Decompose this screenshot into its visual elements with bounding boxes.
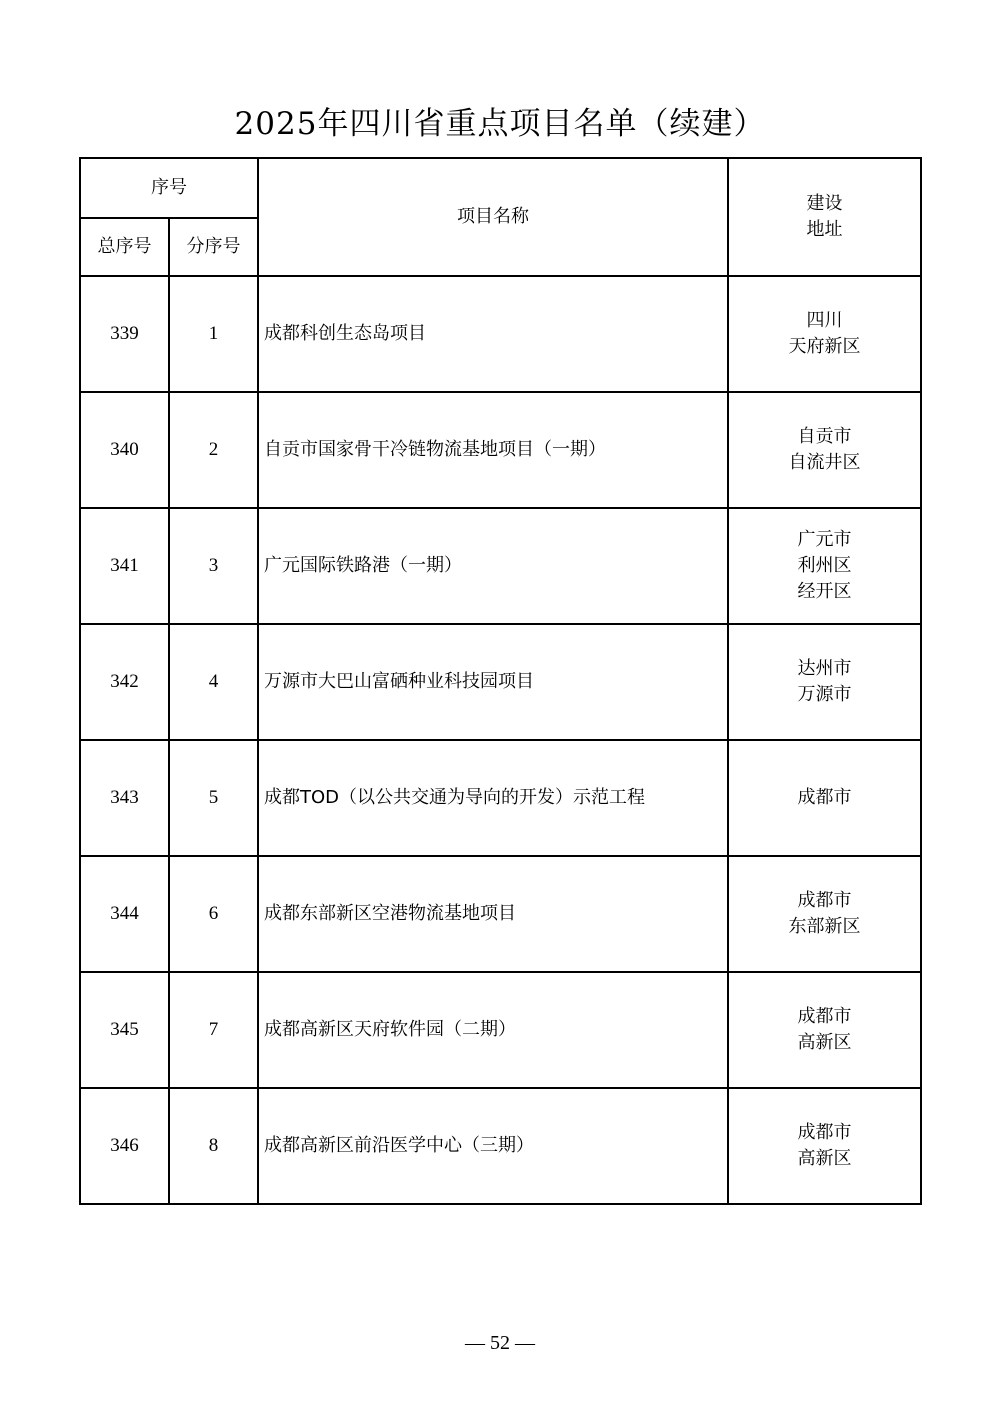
project-name-cell: 成都高新区前沿医学中心（三期） (258, 1088, 728, 1204)
location-line: 成都市 (797, 890, 852, 911)
sub-seq-cell: 2 (169, 392, 258, 508)
project-name-cell: 成都TOD（以公共交通为导向的开发）示范工程 (258, 740, 728, 856)
table-row (80, 508, 921, 624)
location-cell (728, 276, 921, 392)
table-row (80, 740, 921, 856)
page-title: 2025年四川省重点项目名单（续建） (234, 106, 766, 142)
table-body (80, 276, 921, 1204)
location-cell (728, 856, 921, 972)
sub-seq-cell: 8 (169, 1088, 258, 1204)
sub-seq-cell: 3 (169, 508, 258, 624)
total-seq-cell: 341 (80, 508, 169, 624)
project-name-cell: 成都东部新区空港物流基地项目 (258, 856, 728, 972)
table-row (80, 276, 921, 392)
sub-seq-cell: 4 (169, 624, 258, 740)
total-seq-cell: 345 (80, 972, 169, 1088)
location-cell (728, 1088, 921, 1204)
location-cell (728, 740, 921, 856)
location-line: 四川 (806, 310, 843, 331)
header-total-seq: 总序号 (80, 218, 169, 276)
location-cell (728, 508, 921, 624)
total-seq-cell: 344 (80, 856, 169, 972)
sub-seq-cell: 5 (169, 740, 258, 856)
project-name-cell: 成都高新区天府软件园（二期） (258, 972, 728, 1088)
location-line: 自贡市 (797, 426, 852, 447)
location-line: 东部新区 (788, 916, 861, 937)
location-cell (728, 972, 921, 1088)
total-seq-cell: 343 (80, 740, 169, 856)
header-row-1 (80, 158, 921, 218)
location-cell (728, 624, 921, 740)
header-project-name: 项目名称 (258, 158, 728, 276)
location-line: 成都市 (797, 1122, 852, 1143)
project-name-cell: 万源市大巴山富硒种业科技园项目 (258, 624, 728, 740)
location-line: 高新区 (797, 1032, 852, 1053)
header-location-line1: 建设 (806, 193, 843, 214)
table-row (80, 1088, 921, 1204)
sub-seq-cell: 6 (169, 856, 258, 972)
location-line: 经开区 (797, 581, 852, 602)
header-location-line2: 地址 (806, 219, 843, 240)
project-name-cell: 广元国际铁路港（一期） (258, 508, 728, 624)
project-table (79, 157, 922, 1205)
location-line: 万源市 (797, 684, 852, 705)
project-name-cell: 成都科创生态岛项目 (258, 276, 728, 392)
header-seq-group: 序号 (80, 158, 258, 218)
location-line: 自流井区 (788, 452, 861, 473)
table-row (80, 856, 921, 972)
location-line: 高新区 (797, 1148, 852, 1169)
location-line: 天府新区 (788, 336, 861, 357)
page-number: — 52 — (465, 1332, 535, 1354)
location-line: 成都市 (797, 787, 852, 808)
total-seq-cell: 342 (80, 624, 169, 740)
location-line: 利州区 (797, 555, 852, 576)
project-name-cell: 自贡市国家骨干冷链物流基地项目（一期） (258, 392, 728, 508)
location-line: 达州市 (797, 658, 852, 679)
sub-seq-cell: 7 (169, 972, 258, 1088)
header-location (728, 158, 921, 276)
location-line: 广元市 (797, 529, 852, 550)
table-row (80, 972, 921, 1088)
location-cell (728, 392, 921, 508)
total-seq-cell: 340 (80, 392, 169, 508)
table-row (80, 624, 921, 740)
total-seq-cell: 346 (80, 1088, 169, 1204)
table-row (80, 392, 921, 508)
sub-seq-cell: 1 (169, 276, 258, 392)
header-sub-seq: 分序号 (169, 218, 258, 276)
location-line: 成都市 (797, 1006, 852, 1027)
total-seq-cell: 339 (80, 276, 169, 392)
